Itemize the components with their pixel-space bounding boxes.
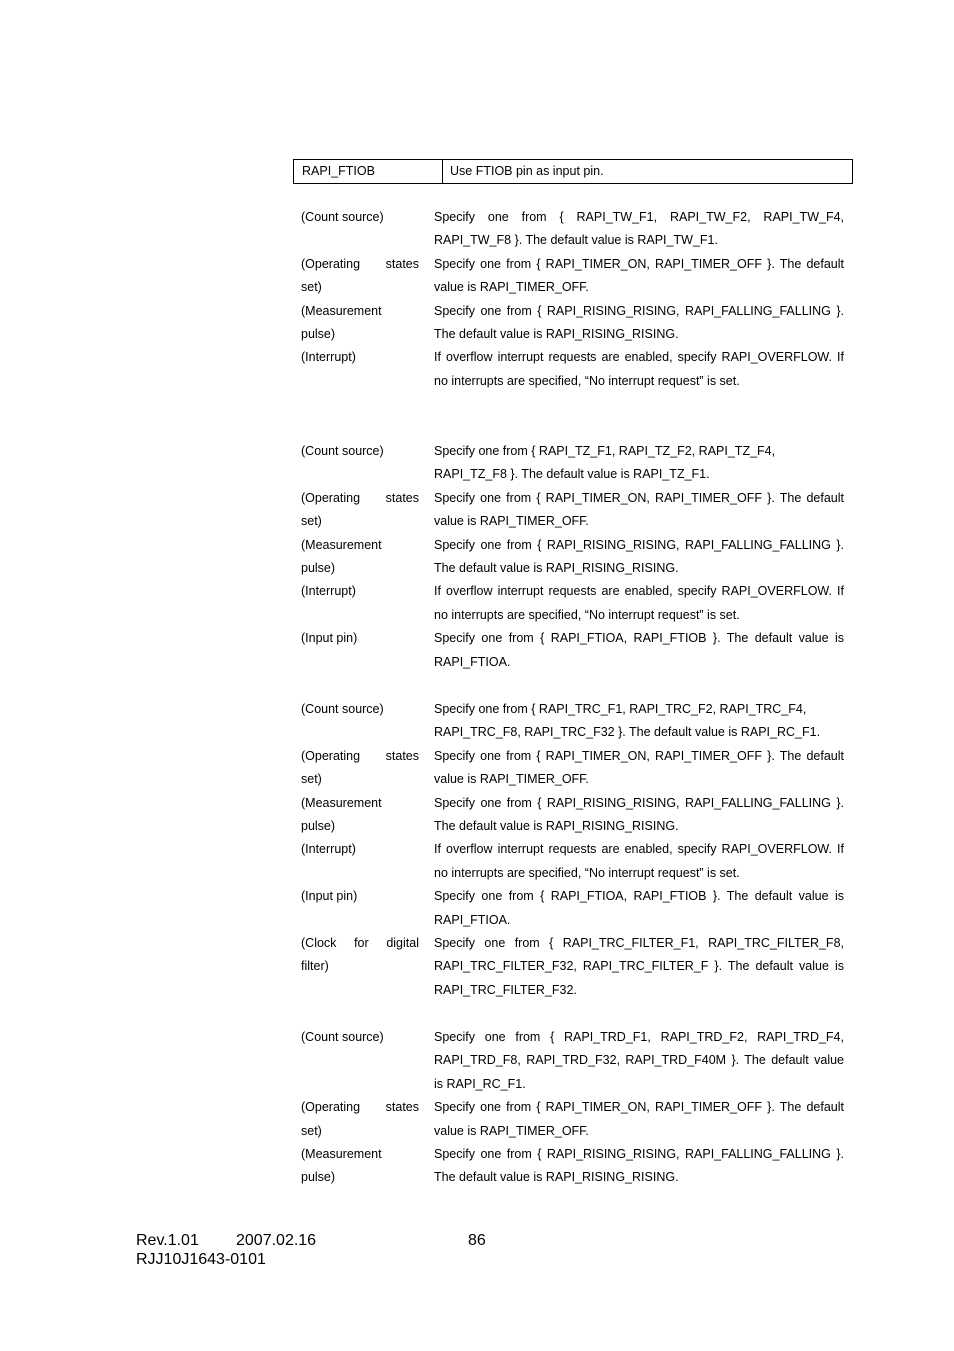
param-row	[301, 1096, 845, 1143]
param-label: (Measurement pulse)	[301, 795, 382, 834]
param-row	[301, 346, 845, 393]
param-label: (Interrupt)	[301, 584, 356, 599]
param-section	[301, 1026, 845, 1190]
param-description: Specify one from { RAPI_TIMER_ON, RAPI_TIMER_OFF }. The default value is RAPI_TIMER_OFF.	[434, 748, 844, 787]
param-section	[301, 206, 845, 393]
param-description: Specify one from { RAPI_TZ_F1, RAPI_TZ_F2, RAPI_TZ_F4, RAPI_TZ_F8 }. The default value is RAPI_TZ_F1.	[434, 444, 776, 482]
param-description: Specify one from { RAPI_FTIOA, RAPI_FTIOB }. The default value is RAPI_FTIOA.	[434, 631, 844, 669]
param-description: Specify one from { RAPI_TIMER_ON, RAPI_TIMER_OFF }. The default value is RAPI_TIMER_OFF.	[434, 1100, 844, 1138]
pin-table-description: Use FTIOB pin as input pin.	[450, 164, 604, 178]
param-description: Specify one from { RAPI_RISING_RISING, RAPI_FALLING_FALLING }. The default value is RAPI_RISING_RISING.	[434, 795, 844, 834]
param-label: (Operating states set)	[301, 256, 419, 295]
pin-table-name: RAPI_FTIOB	[294, 160, 443, 183]
param-description: Specify one from { RAPI_TRC_F1, RAPI_TRC_F2, RAPI_TRC_F4, RAPI_TRC_F8, RAPI_TRC_F32 }. The default value is RAPI_RC_F1.	[434, 702, 821, 740]
param-row	[301, 698, 845, 745]
param-description: Specify one from { RAPI_FTIOA, RAPI_FTIOB }. The default value is RAPI_FTIOA.	[434, 889, 844, 927]
page-number: 86	[468, 1232, 486, 1249]
param-description: Specify one from { RAPI_TRD_F1, RAPI_TRD_F2, RAPI_TRD_F4, RAPI_TRD_F8, RAPI_TRD_F32, RAPI_TRD_F40M }. The default value is RAPI_RC_F1.	[434, 1030, 844, 1091]
param-label: (Measurement pulse)	[301, 303, 382, 342]
param-description: Specify one from { RAPI_RISING_RISING, RAPI_FALLING_FALLING }. The default value is RAPI_RISING_RISING.	[434, 303, 844, 342]
param-row	[301, 1026, 845, 1096]
document-id: RJJ10J1643-0101	[136, 1251, 266, 1268]
param-label: (Count source)	[301, 444, 384, 458]
param-description: If overflow interrupt requests are enabled, specify RAPI_OVERFLOW. If no interrupts are specified, “No interrupt request” is set.	[434, 350, 844, 388]
param-label: (Clock for digital filter)	[301, 936, 419, 974]
param-row	[301, 253, 845, 300]
param-label: (Input pin)	[301, 889, 358, 904]
param-label: (Count source)	[301, 702, 384, 716]
param-row	[301, 1143, 845, 1190]
param-description: Specify one from { RAPI_TW_F1, RAPI_TW_F2, RAPI_TW_F4, RAPI_TW_F8 }. The default value is RAPI_TW_F1.	[434, 210, 844, 248]
param-row	[301, 580, 845, 627]
param-row	[301, 792, 845, 839]
param-row	[301, 745, 845, 792]
param-row	[301, 300, 845, 347]
param-description: Specify one from { RAPI_RISING_RISING, RAPI_FALLING_FALLING }. The default value is RAPI_RISING_RISING.	[434, 1147, 844, 1185]
param-label: (Operating states set)	[301, 748, 419, 787]
param-label: (Measurement pulse)	[301, 1147, 382, 1185]
param-row	[301, 487, 845, 534]
param-row	[301, 534, 845, 581]
param-row	[301, 932, 845, 1002]
param-description: Specify one from { RAPI_TIMER_ON, RAPI_TIMER_OFF }. The default value is RAPI_TIMER_OFF.	[434, 256, 844, 295]
revision-number: Rev.1.01	[136, 1232, 199, 1249]
param-row	[301, 627, 845, 674]
param-description: Specify one from { RAPI_TIMER_ON, RAPI_TIMER_OFF }. The default value is RAPI_TIMER_OFF.	[434, 490, 844, 529]
param-description: If overflow interrupt requests are enabled, specify RAPI_OVERFLOW. If no interrupts are specified, “No interrupt request” is set.	[434, 842, 844, 880]
param-label: (Measurement pulse)	[301, 537, 382, 576]
param-label: (Count source)	[301, 1030, 384, 1044]
param-description: Specify one from { RAPI_TRC_FILTER_F1, RAPI_TRC_FILTER_F8, RAPI_TRC_FILTER_F32, RAPI_TRC_FILTER_F }. The default value is RAPI_TRC_FILTER_F32.	[434, 936, 844, 997]
param-section	[301, 698, 845, 1002]
param-row	[301, 440, 845, 487]
param-row	[301, 206, 845, 253]
param-description: If overflow interrupt requests are enabled, specify RAPI_OVERFLOW. If no interrupts are specified, “No interrupt request” is set.	[434, 584, 844, 622]
param-label: (Interrupt)	[301, 842, 356, 857]
param-row	[301, 885, 845, 932]
param-label: (Interrupt)	[301, 350, 356, 365]
param-section	[301, 440, 845, 674]
revision-date: 2007.02.16	[236, 1232, 317, 1249]
param-label: (Operating states set)	[301, 1100, 419, 1138]
param-label: (Input pin)	[301, 631, 358, 646]
param-label: (Count source)	[301, 210, 384, 224]
param-label: (Operating states set)	[301, 490, 419, 529]
pin-table	[293, 159, 853, 184]
param-description: Specify one from { RAPI_RISING_RISING, RAPI_FALLING_FALLING }. The default value is RAPI_RISING_RISING.	[434, 537, 844, 576]
param-row	[301, 838, 845, 885]
